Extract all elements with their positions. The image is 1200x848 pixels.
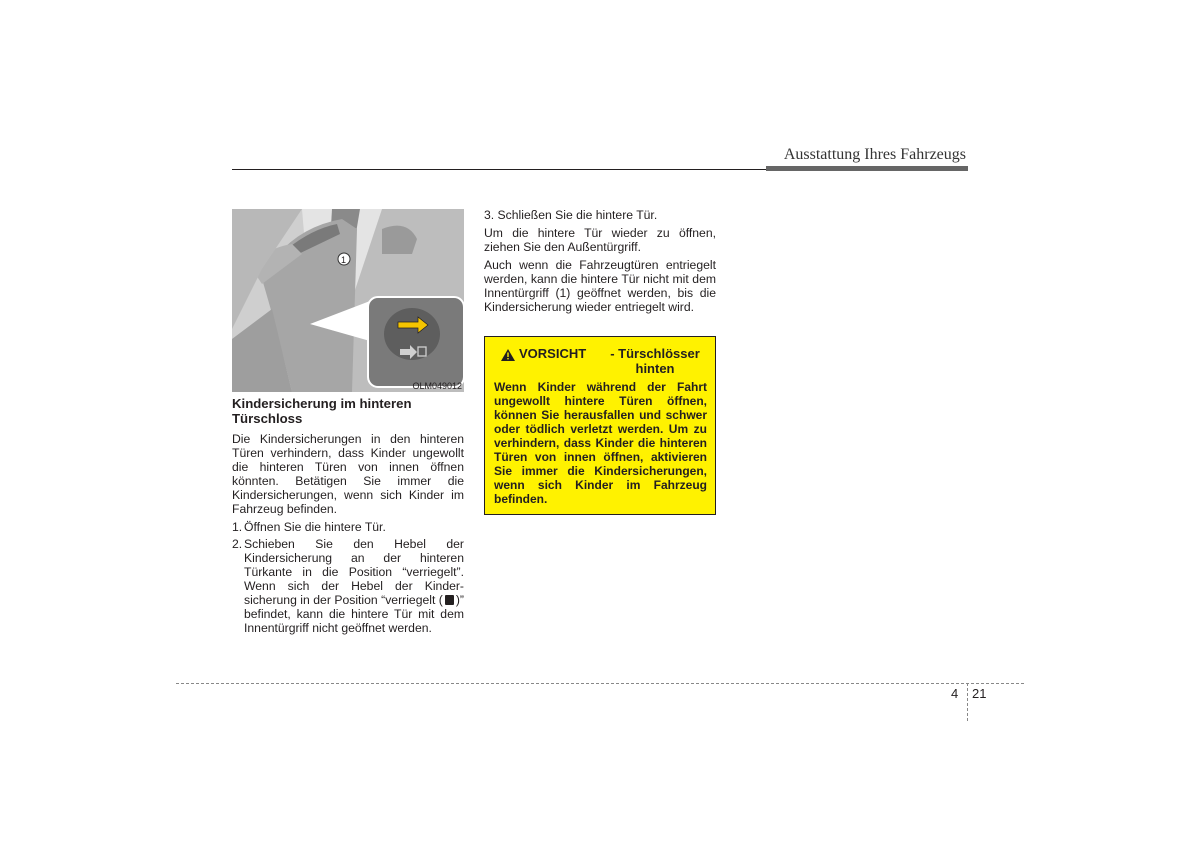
- caution-text: Wenn Kinder während der Fahrt ungewollt hintere Türen öffnen, können Sie herausfallen und schwer oder tödlich verletzt werden. Um zu verhindern, dass Kinder die hinteren Türen von innen öffnen, aktivieren Sie immer die Kindersicherungen, wenn sich Kinder im Fahrzeug befinden.: [494, 380, 707, 506]
- step-text-part: Schieben Sie den Hebel der Kindersicherung an der hinteren Türkante in die Position “verriegelt”. Wenn sich der Hebel der Kinder-sicherung in der Position “verriegelt (: [244, 537, 464, 607]
- header-rule-accent: [766, 166, 968, 171]
- step-3-text: 3. Schließen Sie die hintere Tür.: [484, 208, 658, 222]
- list-item: [232, 520, 464, 534]
- step-number: 1.: [232, 520, 243, 534]
- step-text: Öffnen Sie die hintere Tür.: [244, 520, 386, 534]
- right-column: [484, 208, 716, 318]
- caution-box: [484, 336, 716, 515]
- section-heading: Kindersicherung im hinteren Türschloss: [232, 396, 412, 426]
- caution-topic: - Türschlösser hinten: [610, 346, 700, 376]
- step-text-part: )” befindet, kann die hintere Tür mit dem Innentürgriff nicht geöffnet werden.: [244, 593, 464, 635]
- door-child-lock-illustration: [232, 209, 464, 392]
- intro-paragraph: Die Kindersicherungen in den hinteren Türen verhindern, dass Kinder ungewollt die hinteren Türen von innen öffnen könnten. Betätigen Sie immer die Kindersicherungen, wenn sich Kinder im Fahrzeug befinden.: [232, 432, 464, 516]
- unlock-note-paragraph: Auch wenn die Fahrzeugtüren entriegelt werden, kann die hintere Tür nicht mit dem Innentürgriff (1) geöffnet werden, bis die Kindersicherung wieder entriegelt wird.: [484, 258, 716, 314]
- door-illustration-graphic: [232, 209, 464, 392]
- step-text: [244, 537, 464, 635]
- step-number: 2.: [232, 537, 243, 551]
- page-number: 21: [972, 686, 987, 701]
- callout-label: 1: [341, 255, 347, 265]
- warning-triangle-icon: [501, 349, 515, 361]
- left-column: [232, 396, 464, 638]
- chapter-title: Ausstattung Ihres Fahrzeugs: [783, 146, 966, 163]
- figure-code: OLM049012: [412, 381, 462, 391]
- footer-divider: [967, 683, 968, 721]
- chapter-number: 4: [951, 686, 959, 701]
- list-item: [232, 537, 464, 635]
- footer-rule: [176, 683, 1024, 684]
- reopen-paragraph: Um die hintere Tür wieder zu öffnen, ziehen Sie den Außentürgriff.: [484, 226, 716, 254]
- caution-label: VORSICHT: [519, 346, 587, 361]
- lock-icon: [445, 595, 454, 605]
